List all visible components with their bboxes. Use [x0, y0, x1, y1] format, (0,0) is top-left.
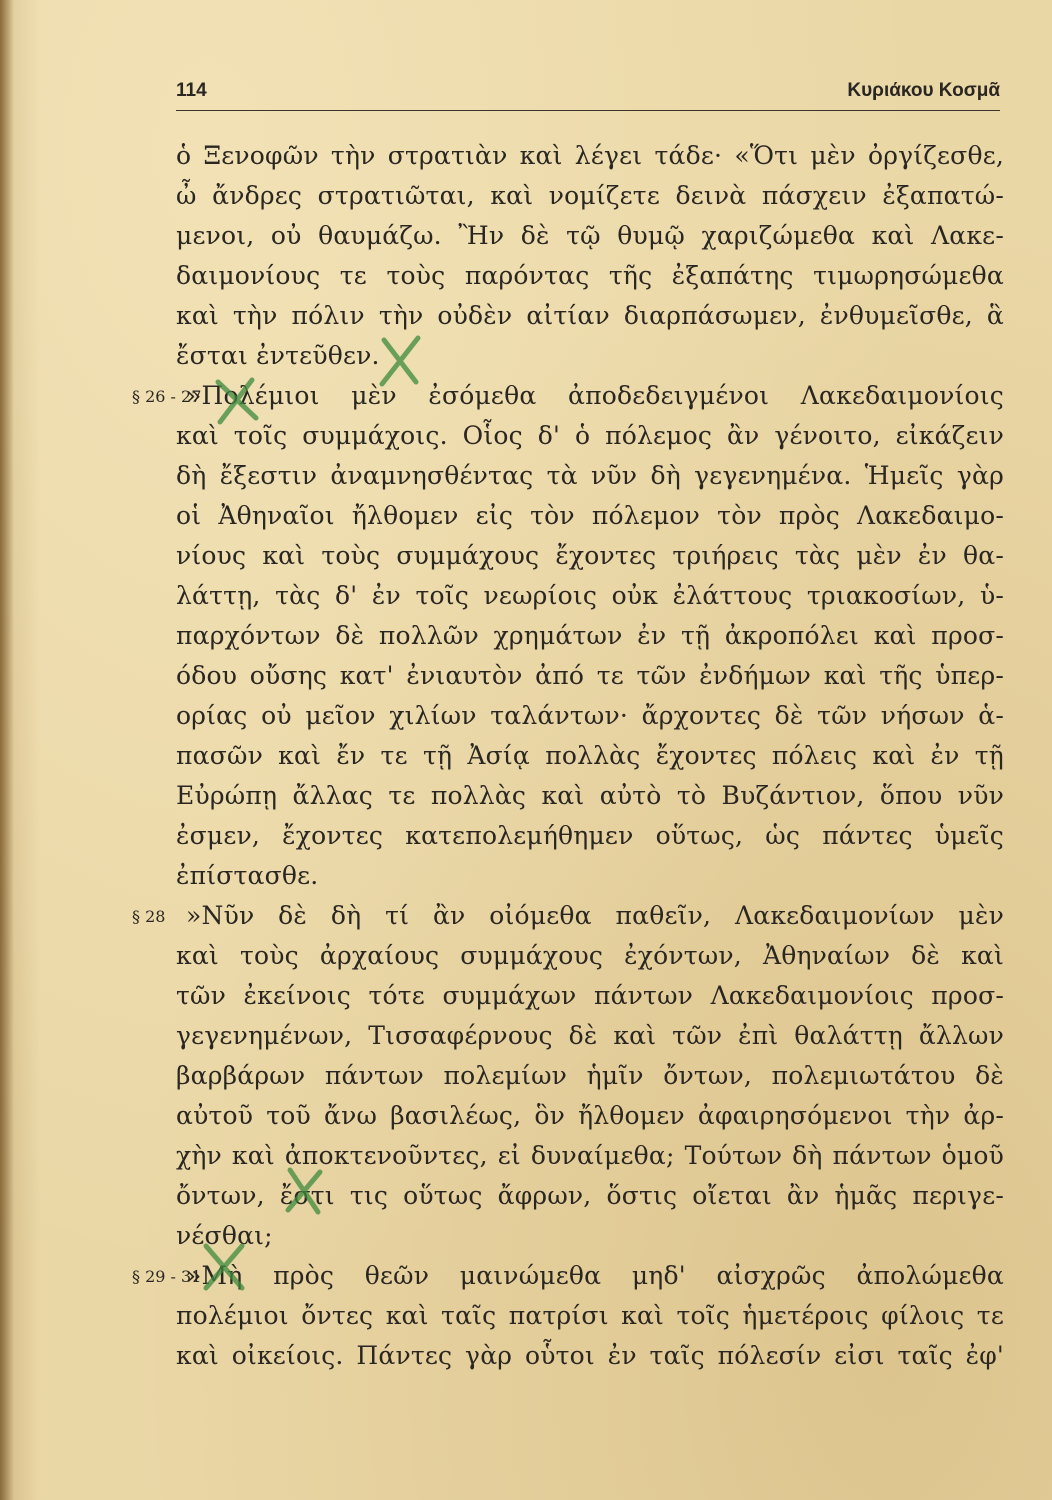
text-line: νέσθαι;	[176, 1221, 273, 1250]
text-line: δὴ ἔξεστιν ἀναμνησθέντας τὰ νῦν δὴ γεγενημένα. Ἡμεῖς γὰρ	[176, 461, 1004, 490]
paragraph-start-line: »Πολέμιοι μὲν ἐσόμεθα ἀποδεδειγμένοι Λακεδαιμονίοις	[186, 381, 1004, 410]
text-line: παρχόντων δὲ πολλῶν χρημάτων ἐν τῇ ἀκροπόλει καὶ προσ-	[176, 621, 1004, 650]
text-line: ἐσμεν, ἔχοντες κατεπολεμήθημεν οὕτως, ὡς πάντες ὑμεῖς	[176, 821, 1004, 850]
text-line: πολέμιοι ὄντες καὶ ταῖς πατρίσι καὶ τοῖς ἡμετέροις φίλοις τε	[176, 1301, 1004, 1330]
text-line: βαρβάρων πάντων πολεμίων ἡμῖν ὄντων, πολεμιωτάτου δὲ	[176, 1061, 1004, 1090]
paragraph-start-line: »Νῦν δὲ δὴ τί ἂν οἰόμεθα παθεῖν, Λακεδαιμονίων μὲν	[186, 901, 1004, 930]
text-line: ἔσται ἐντεῦθεν.	[176, 341, 380, 370]
pen-cross-mark	[196, 1238, 252, 1294]
text-line: ορίας οὐ μεῖον χιλίων ταλάντων· ἄρχοντες δὲ τῶν νήσων ἁ-	[176, 701, 1004, 730]
pen-cross-mark	[276, 1162, 332, 1218]
text-line: οἱ Ἀθηναῖοι ἤλθομεν εἰς τὸν πόλεμον τὸν πρὸς Λακεδαιμο-	[176, 501, 1004, 530]
text-line: ἐπίστασθε.	[176, 861, 319, 890]
text-line: Εὐρώπῃ ἄλλας τε πολλὰς καὶ αὐτὸ τὸ Βυζάντιον, ὅπου νῦν	[176, 781, 1004, 810]
paragraph-start-line: »Μὴ πρὸς θεῶν μαινώμεθα μηδ' αἰσχρῶς ἀπολώμεθα	[186, 1261, 1004, 1290]
text-line: ὄντων, ἔστι τις οὕτως ἄφρων, ὅστις οἴεται ἂν ἡμᾶς περιγε-	[176, 1181, 1004, 1210]
text-line: γεγενημένων, Τισσαφέρνους δὲ καὶ τῶν ἐπὶ θαλάττῃ ἄλλων	[176, 1021, 1004, 1050]
pen-cross-mark	[372, 332, 428, 388]
text-line: όδου οὔσης κατ' ἐνιαυτὸν ἀπό τε τῶν ἐνδήμων καὶ τῆς ὑπερ-	[176, 661, 1004, 690]
section-marker: § 29 - 31	[132, 1267, 202, 1286]
text-line: καὶ τοὺς ἀρχαίους συμμάχους ἐχόντων, Ἀθηναίων δὲ καὶ	[176, 941, 1004, 970]
text-line: λάττῃ, τὰς δ' ἐν τοῖς νεωρίοις οὐκ ἐλάττους τριακοσίων, ὑ-	[176, 581, 1004, 610]
text-line: τῶν ἐκείνοις τότε συμμάχων πάντων Λακεδαιμονίοις προσ-	[176, 981, 1004, 1010]
section-marker: § 28	[132, 907, 166, 926]
section-marker: § 26 - 27	[132, 387, 202, 406]
text-line: ὦ ἄνδρες στρατιῶται, καὶ νομίζετε δεινὰ πάσχειν ἐξαπατώ-	[176, 181, 1004, 210]
text-line: δαιμονίους τε τοὺς παρόντας τῆς ἐξαπάτης τιμωρησώμεθα	[176, 261, 1004, 290]
text-line: μενοι, οὐ θαυμάζω. Ἢν δὲ τῷ θυμῷ χαριζώμεθα καὶ Λακε-	[176, 221, 1004, 250]
text-line: καὶ τὴν πόλιν τὴν οὐδὲν αἰτίαν διαρπάσωμεν, ἐνθυμεῖσθε, ἃ	[176, 301, 1004, 330]
text-line: ὁ Ξενοφῶν τὴν στρατιὰν καὶ λέγει τάδε· «Ὅτι μὲν ὀργίζεσθε,	[176, 141, 1004, 170]
pen-cross-mark	[208, 372, 264, 428]
text-line: νίους καὶ τοὺς συμμάχους ἔχοντες τριήρεις τὰς μὲν ἐν θα-	[176, 541, 1004, 570]
page-number: 114	[176, 80, 207, 101]
text-line: πασῶν καὶ ἔν τε τῇ Ἀσίᾳ πολλὰς ἔχοντες πόλεις καὶ ἐν τῇ	[176, 741, 1004, 770]
text-line: χὴν καὶ ἀποκτενοῦντες, εἰ δυναίμεθα; Τούτων δὴ πάντων ὁμοῦ	[176, 1141, 1004, 1170]
running-head: Κυριάκου Κοσμᾶ	[847, 80, 1000, 101]
text-line: καὶ τοῖς συμμάχοις. Οἷος δ' ὁ πόλεμος ἂν γένοιτο, εἰκάζειν	[176, 421, 1004, 450]
text-line: καὶ οἰκείοις. Πάντες γὰρ οὗτοι ἐν ταῖς πόλεσίν εἰσι ταῖς ἐφ'	[176, 1341, 1004, 1370]
text-line: αὐτοῦ τοῦ ἄνω βασιλέως, ὃν ἤλθομεν ἀφαιρησόμενοι τὴν ἀρ-	[176, 1101, 1004, 1130]
